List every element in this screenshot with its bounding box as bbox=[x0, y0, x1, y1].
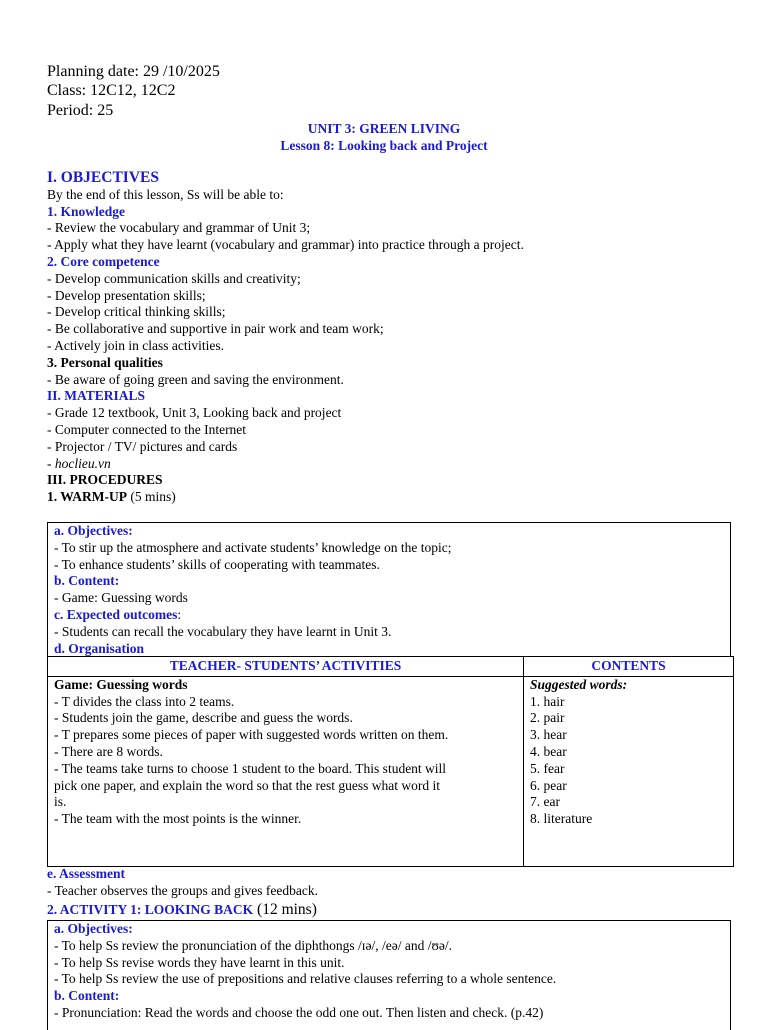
list-item: - To help Ss revise words they have learnt in this unit. bbox=[54, 954, 345, 970]
planning-date: Planning date: 29 /10/2025 bbox=[47, 63, 220, 80]
activity-duration: (12 mins) bbox=[253, 900, 317, 918]
table-cell bbox=[48, 676, 524, 866]
list-item: 7. ear bbox=[530, 794, 560, 810]
activity-title: 2. ACTIVITY 1: LOOKING BACK bbox=[47, 901, 254, 917]
column-header: TEACHER- STUDENTS’ ACTIVITIES bbox=[48, 657, 524, 677]
list-item: - Develop critical thinking skills; bbox=[47, 304, 226, 320]
list-item: 4. bear bbox=[530, 743, 567, 759]
assessment-section bbox=[47, 866, 727, 920]
warmup-box bbox=[47, 522, 731, 657]
warmup-title: 1. WARM-UP bbox=[47, 489, 127, 505]
list-item: - Teacher observes the groups and gives feedback. bbox=[47, 882, 318, 898]
game-title: Game: Guessing words bbox=[54, 676, 188, 692]
list-item: 3. hear bbox=[530, 727, 567, 743]
list-item: - Develop presentation skills; bbox=[47, 287, 206, 303]
subheading: 1. Knowledge bbox=[47, 203, 126, 219]
warmup-heading bbox=[47, 489, 727, 506]
subheading: 2. Core competence bbox=[47, 253, 160, 269]
list-item: - Students join the game, describe and guess the words. bbox=[54, 710, 353, 726]
subheading: a. Objectives: bbox=[54, 523, 133, 538]
list-item bbox=[47, 456, 727, 473]
list-item: - Apply what they have learnt (vocabulary and grammar) into practice through a project. bbox=[47, 237, 524, 253]
objectives-section bbox=[47, 170, 727, 506]
intro-text: By the end of this lesson, Ss will be able to: bbox=[47, 186, 284, 202]
list-item: - Actively join in class activities. bbox=[47, 337, 224, 353]
subheading: 3. Personal qualities bbox=[47, 354, 163, 370]
section-heading: II. MATERIALS bbox=[47, 388, 146, 404]
list-item: 2. pair bbox=[530, 710, 565, 726]
column-header: CONTENTS bbox=[524, 657, 734, 677]
list-item: pick one paper, and explain the word so that the rest guess what word it bbox=[54, 777, 440, 793]
subheading: d. Organisation bbox=[54, 640, 145, 656]
subheading: c. Expected outcomes bbox=[54, 606, 178, 622]
list-item: - There are 8 words. bbox=[54, 743, 163, 759]
list-item: - To help Ss review the pronunciation of the diphthongs /ɪə/, /eə/ and /ʊə/. bbox=[54, 937, 453, 953]
list-item: - The teams take turns to choose 1 student to the board. This student will bbox=[54, 760, 447, 776]
warmup-duration: (5 mins) bbox=[127, 489, 176, 505]
lesson-title: Lesson 8: Looking back and Project bbox=[280, 138, 488, 153]
list-item: - To stir up the atmosphere and activate students’ knowledge on the topic; bbox=[54, 539, 452, 555]
activities-table bbox=[47, 656, 734, 867]
subheading: e. Assessment bbox=[47, 866, 125, 881]
class-info: Class: 12C12, 12C2 bbox=[47, 82, 176, 99]
words-title: Suggested words: bbox=[530, 676, 628, 692]
subheading: b. Content: bbox=[54, 573, 120, 589]
section-heading: I. OBJECTIVES bbox=[47, 169, 159, 186]
list-item: 5. fear bbox=[530, 760, 565, 776]
activity1-box bbox=[47, 920, 731, 1030]
list-item: - Be collaborative and supportive in pair work and team work; bbox=[47, 321, 384, 337]
list-item: - Be aware of going green and saving the environment. bbox=[47, 371, 344, 387]
list-item: - T prepares some pieces of paper with suggested words written on them. bbox=[54, 727, 449, 743]
list-item: - Computer connected to the Internet bbox=[47, 421, 247, 437]
section-heading: III. PROCEDURES bbox=[47, 472, 163, 488]
list-item: - Review the vocabulary and grammar of Unit 3; bbox=[47, 220, 311, 236]
list-item: - Develop communication skills and creativity; bbox=[47, 270, 301, 286]
list-item: - Projector / TV/ pictures and cards bbox=[47, 438, 238, 454]
list-item: - Pronunciation: Read the words and choose the odd one out. Then listen and check. (p.42) bbox=[54, 1004, 544, 1020]
table-cell bbox=[524, 676, 734, 866]
subheading: a. Objectives: bbox=[54, 921, 133, 936]
period-info: Period: 25 bbox=[47, 102, 114, 119]
list-item: - To help Ss review the use of prepositions and relative clauses referring to a whole sentence. bbox=[54, 971, 557, 987]
list-item: 8. literature bbox=[530, 811, 593, 827]
list-item: - Game: Guessing words bbox=[54, 590, 188, 606]
list-item: 6. pear bbox=[530, 777, 567, 793]
unit-title: UNIT 3: GREEN LIVING bbox=[307, 121, 461, 136]
subheading: b. Content: bbox=[54, 988, 120, 1004]
list-item: - Grade 12 textbook, Unit 3, Looking back and project bbox=[47, 405, 342, 421]
site-name: hoclieu.vn bbox=[54, 455, 111, 471]
dash: - bbox=[47, 455, 55, 471]
list-item: 1. hair bbox=[530, 693, 565, 709]
list-item: - Students can recall the vocabulary they have learnt in Unit 3. bbox=[54, 623, 392, 639]
colon: : bbox=[177, 606, 182, 622]
list-item: - To enhance students’ skills of cooperating with teammates. bbox=[54, 556, 380, 572]
list-item: - The team with the most points is the winner. bbox=[54, 811, 302, 827]
list-item: is. bbox=[54, 794, 67, 810]
list-item: - T divides the class into 2 teams. bbox=[54, 693, 235, 709]
